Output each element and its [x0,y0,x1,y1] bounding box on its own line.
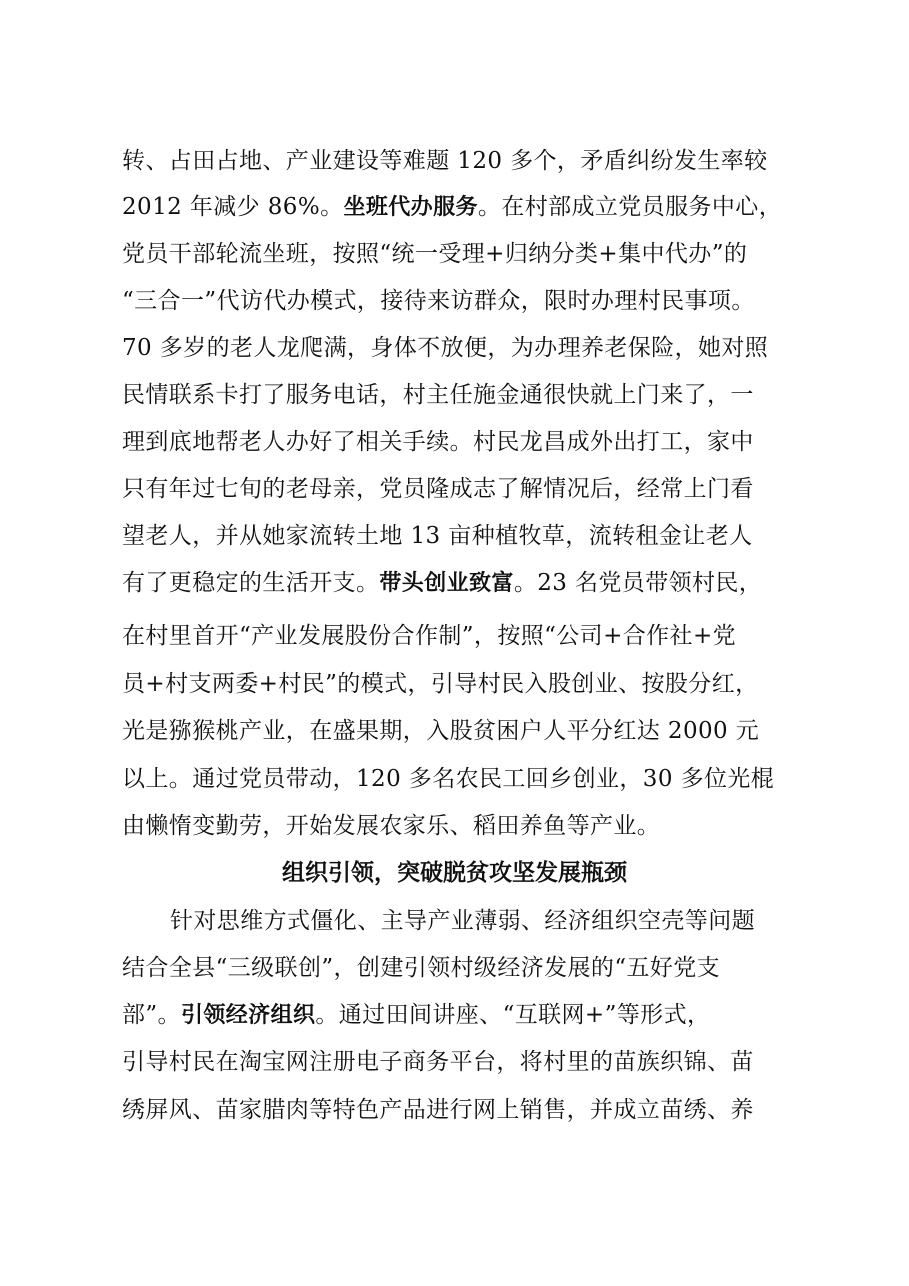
body-line: 绣屏风、苗家腊肉等特色产品进行网上销售，并成立苗绣、养 [122,1097,754,1123]
body-line: 只有年过七旬的老母亲，党员隆成志了解情况后，经常上门看 [122,476,754,502]
body-line: 转、占田占地、产业建设等难题 120 多个，矛盾纠纷发生率较 [122,148,768,174]
text-run: 2012 年减少 86%。 [122,194,344,220]
body-line: “三合一”代访代办模式，接待来访群众，限时办理村民事项。 [122,288,755,314]
body-line: 结合全县“三级联创”，创建引领村级经济发展的“五好党支 [122,955,721,981]
body-line: 以上。通过党员带动，120 多名农民工回乡创业，30 多位光棍 [122,766,775,792]
bold-keyword: 坐班代办服务 [343,195,478,220]
body-line: 员+村支两委+村民”的模式，引导村民入股创业、按股分红， [122,671,759,697]
bold-keyword: 引领经济组织 [180,1003,316,1028]
body-line: 在村里首开“产业发展股份合作制”，按照“公司+合作社+党 [122,623,737,649]
body-line [122,192,794,222]
body-line: 理到底地帮老人办好了相关手续。村民龙昌成外出打工，家中 [122,429,754,455]
body-line: 针对思维方式僵化、主导产业薄弱、经济组织空壳等问题 [170,908,755,934]
body-line [122,568,794,598]
section-heading: 组织引领，突破脱贫攻坚发展瓶颈 [282,860,627,886]
body-line: 望老人，并从她家流转土地 13 亩种植牧草，流转租金让老人 [122,523,753,549]
text-run: 部”。 [122,1002,181,1028]
body-line: 70 多岁的老人龙爬满，身体不放便，为办理养老保险，她对照 [122,335,769,361]
bold-keyword: 带头创业致富 [379,571,514,596]
body-line [122,1000,794,1030]
body-line: 党员干部轮流坐班，按照“统一受理+归纳分类+集中代办”的 [122,241,748,267]
body-line: 光是猕猴桃产业，在盛果期，入股贫困户人平分红达 2000 元 [122,718,760,744]
body-line: 引导村民在淘宝网注册电子商务平台，将村里的苗族织锦、苗 [122,1049,754,1075]
body-line: 由懒惰变勤劳，开始发展农家乐、稻田养鱼等产业。 [122,813,661,839]
text-run: 。23 名党员带领村民， [513,570,763,596]
text-run: 。通过田间讲座、“互联网+”等形式， [315,1002,711,1028]
text-run: 有了更稳定的生活开支。 [122,570,380,596]
text-run: 。在村部成立党员服务中心， [477,194,783,220]
body-line: 民情联系卡打了服务电话，村主任施金通很快就上门来了，一 [122,382,754,408]
